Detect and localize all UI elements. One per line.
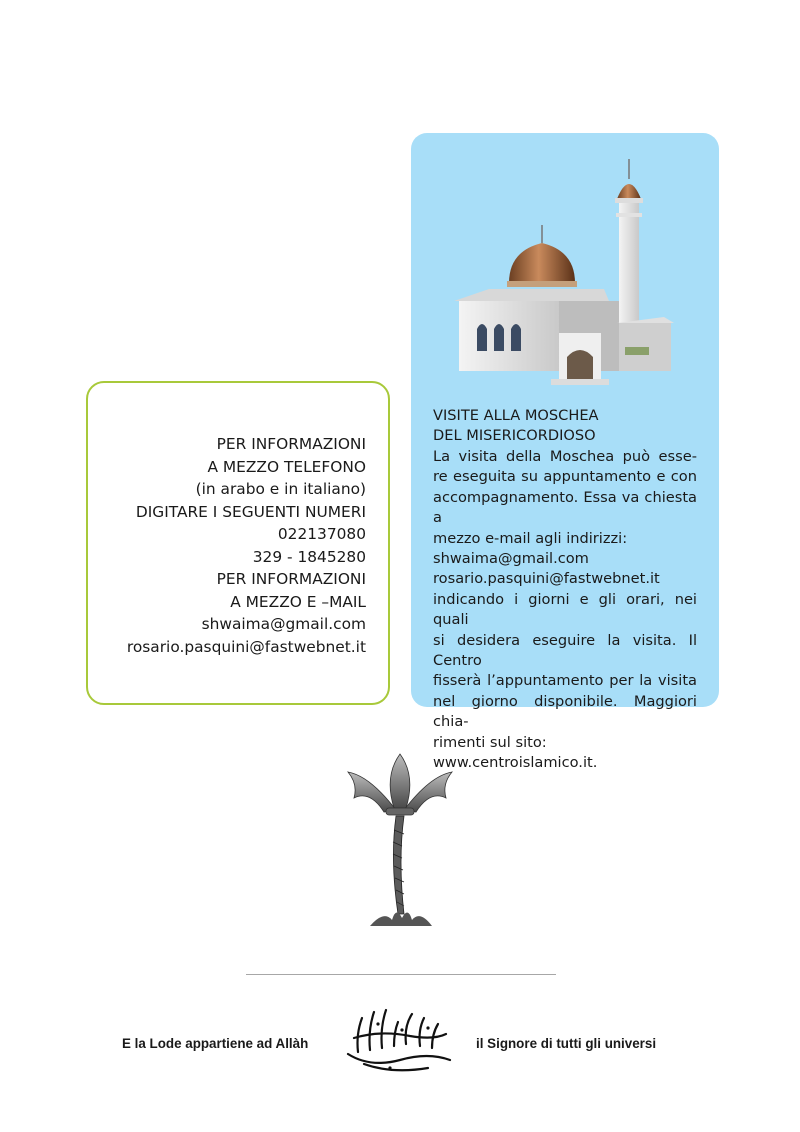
footer-right-text: il Signore di tutti gli universi <box>476 1036 657 1051</box>
visit-text-line: mezzo e-mail agli indirizzi: <box>433 529 628 547</box>
visit-text-line: La visita della Moschea può esse- <box>433 448 697 465</box>
email-address: rosario.pasquini@fastwebnet.it <box>126 637 366 656</box>
visit-text-line: re eseguita su appuntamento e con <box>433 468 697 486</box>
palm-ornament-icon <box>340 750 460 932</box>
visit-text-line: rimenti sul sito: <box>433 733 547 751</box>
info-line: DIGITARE I SEGUENTI NUMERI <box>135 502 366 521</box>
visit-title <box>433 406 599 446</box>
email-address: shwaima@gmail.com <box>201 615 366 633</box>
visit-text-line: fisserà l’appuntamento per la visita <box>433 672 697 690</box>
arabic-calligraphy-icon <box>340 1004 458 1076</box>
visit-title-line: VISITE ALLA MOSCHEA <box>433 407 599 424</box>
visit-text-line: nel giorno disponibile. Maggiori chia- <box>433 692 697 731</box>
divider <box>246 974 556 975</box>
website-url: www.centroislamico.it. <box>433 754 598 772</box>
info-line: A MEZZO TELEFONO <box>207 457 366 476</box>
info-line: A MEZZO E –MAIL <box>230 592 366 611</box>
phone-number: 022137080 <box>277 525 366 543</box>
mosque-illustration <box>449 151 679 391</box>
visit-title-line: DEL MISERICORDIOSO <box>433 427 596 444</box>
info-line: PER INFORMAZIONI <box>216 570 366 588</box>
mosque-visit-box <box>411 133 719 772</box>
visit-text-line: accompagnamento. Essa va chiesta a <box>433 488 697 527</box>
contact-info-box <box>86 381 390 705</box>
footer-left-text: E la Lode appartiene ad Allàh <box>122 1036 309 1051</box>
info-line: (in arabo e in italiano) <box>195 480 366 498</box>
visit-text-line: si desidera eseguire la visita. Il Centro <box>433 631 697 670</box>
visit-text-line: indicando i giorni e gli orari, nei quali <box>433 590 697 629</box>
info-line: PER INFORMAZIONI <box>216 435 366 453</box>
phone-number: 329 - 1845280 <box>252 547 366 566</box>
contact-info-lines <box>127 433 366 658</box>
visit-description <box>433 447 697 774</box>
email-address: rosario.pasquini@fastwebnet.it <box>433 570 660 588</box>
email-address: shwaima@gmail.com <box>433 550 589 568</box>
